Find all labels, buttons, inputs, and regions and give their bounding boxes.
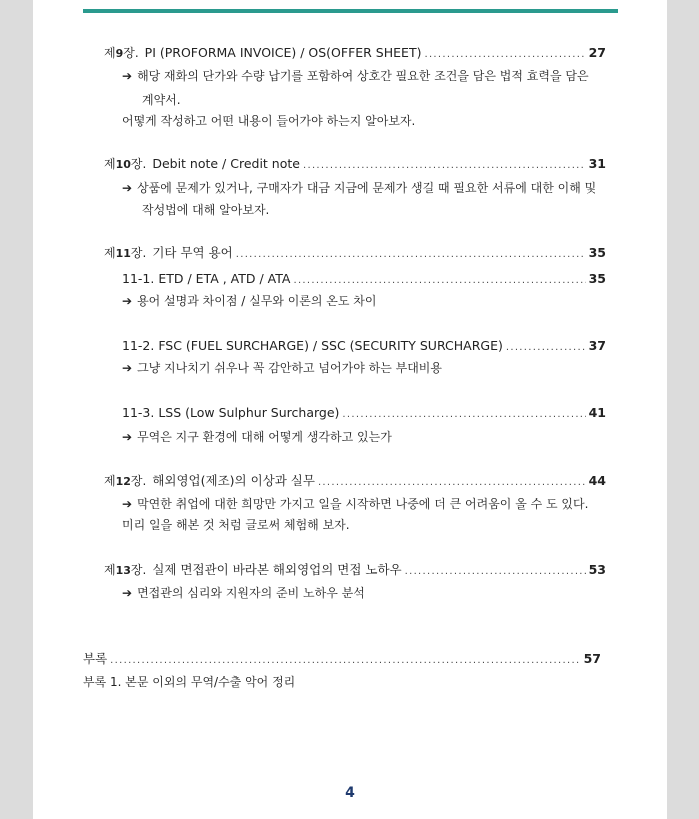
leader-dots	[293, 273, 585, 289]
subentry-description: ➔ 그냥 지나치기 쉬우나 꼭 감안하고 넘어가야 하는 부대비용	[122, 361, 442, 375]
chapter-number: 10	[115, 158, 131, 171]
chapter-description-cont: 미리 일을 해본 것 처럼 글로써 체험해 보자.	[122, 518, 350, 532]
toc-entry-ch12[interactable]	[104, 473, 606, 491]
chapter-prefix: 제	[104, 474, 116, 488]
subentry-description: ➔ 용어 설명과 차이점 / 실무와 이론의 온도 차이	[122, 294, 377, 308]
appendix-item[interactable]: 부록 1. 본문 이외의 무역/수출 악어 정리	[83, 675, 296, 689]
chapter-number: 13	[115, 564, 131, 577]
toc-entry-ch9[interactable]	[104, 45, 606, 63]
page-ref: 27	[588, 45, 606, 60]
chapter-description-cont: 계약서.	[142, 93, 181, 107]
arrow-right-icon: ➔	[122, 586, 133, 600]
subentry-title: 11-3. LSS (Low Sulphur Surcharge)	[122, 405, 340, 420]
arrow-right-icon: ➔	[122, 181, 133, 195]
leader-dots	[506, 340, 586, 356]
subentry-title: 11-1. ETD / ETA , ATD / ATA	[122, 271, 291, 286]
page-ref: 35	[588, 271, 606, 286]
page-ref: 53	[588, 562, 606, 577]
chapter-suffix: 장.	[123, 46, 139, 60]
chapter-description-cont: 어떻게 작성하고 어떤 내용이 들어가야 하는지 알아보자.	[122, 114, 416, 128]
chapter-description: ➔ 막연한 취업에 대한 희망만 가지고 일을 시작하면 나중에 더 큰 어려움이 올 수 도 있다.	[122, 497, 589, 511]
appendix-title: 부록	[83, 651, 108, 666]
arrow-right-icon: ➔	[122, 361, 133, 375]
leader-dots	[110, 653, 580, 669]
toc-entry-appendix[interactable]	[83, 651, 601, 669]
toc-entry-ch13[interactable]	[104, 562, 606, 580]
chapter-prefix: 제	[104, 563, 116, 577]
page-ref: 44	[588, 473, 606, 488]
toc-subentry-11-1[interactable]	[122, 271, 606, 289]
chapter-suffix: 장.	[130, 563, 147, 577]
chapter-suffix: 장.	[130, 157, 147, 171]
toc-entry-ch10[interactable]	[104, 156, 606, 174]
chapter-suffix: 장.	[130, 246, 147, 260]
subentry-description: ➔ 무역은 지구 환경에 대해 어떻게 생각하고 있는가	[122, 430, 392, 444]
subentry-title: 11-2. FSC (FUEL SURCHARGE) / SSC (SECURITY SURCHARGE)	[122, 338, 503, 353]
page-ref: 57	[583, 651, 601, 666]
chapter-suffix: 장.	[130, 474, 147, 488]
chapter-description: ➔ 면접관의 심리와 지원자의 준비 노하우 분석	[122, 586, 365, 600]
chapter-prefix: 제	[104, 157, 116, 171]
chapter-description-cont: 작성법에 대해 알아보자.	[142, 203, 270, 217]
page-ref: 37	[588, 338, 606, 353]
leader-dots	[303, 158, 586, 174]
chapter-number: 11	[115, 247, 131, 260]
arrow-right-icon: ➔	[122, 69, 133, 83]
toc-subentry-11-3[interactable]	[122, 405, 606, 423]
page-ref: 31	[588, 156, 606, 171]
chapter-title: 실제 면접관이 바라본 해외영업의 면접 노하우	[152, 562, 402, 577]
chapter-title: 해외영업(제조)의 이상과 실무	[152, 473, 315, 488]
chapter-title: PI (PROFORMA INVOICE) / OS(OFFER SHEET)	[144, 45, 422, 60]
document-page	[33, 0, 667, 819]
header-accent-bar	[83, 9, 618, 13]
chapter-title: 기타 무역 용어	[152, 245, 233, 260]
chapter-description: ➔ 상품에 문제가 있거나, 구매자가 대금 지금에 문제가 생길 때 필요한 서류에 대한 이해 및	[122, 181, 597, 195]
arrow-right-icon: ➔	[122, 294, 133, 308]
leader-dots	[236, 247, 586, 263]
chapter-title: Debit note / Credit note	[152, 156, 300, 171]
chapter-prefix: 제	[104, 246, 116, 260]
page-ref: 41	[588, 405, 606, 420]
arrow-right-icon: ➔	[122, 497, 133, 511]
toc-subentry-11-2[interactable]	[122, 338, 606, 356]
leader-dots	[318, 475, 586, 491]
chapter-description: ➔ 해당 재화의 단가와 수량 납기를 포함하여 상호간 필요한 조건을 담은 법적 효력을 담은	[122, 69, 589, 83]
leader-dots	[342, 407, 585, 423]
leader-dots	[424, 47, 585, 63]
page-ref: 35	[588, 245, 606, 260]
toc-entry-ch11[interactable]	[104, 245, 606, 263]
leader-dots	[405, 564, 586, 580]
page-number: 4	[345, 785, 355, 801]
arrow-right-icon: ➔	[122, 430, 133, 444]
chapter-number: 12	[115, 475, 131, 488]
chapter-number: 9	[115, 47, 124, 60]
chapter-prefix: 제	[104, 46, 116, 60]
